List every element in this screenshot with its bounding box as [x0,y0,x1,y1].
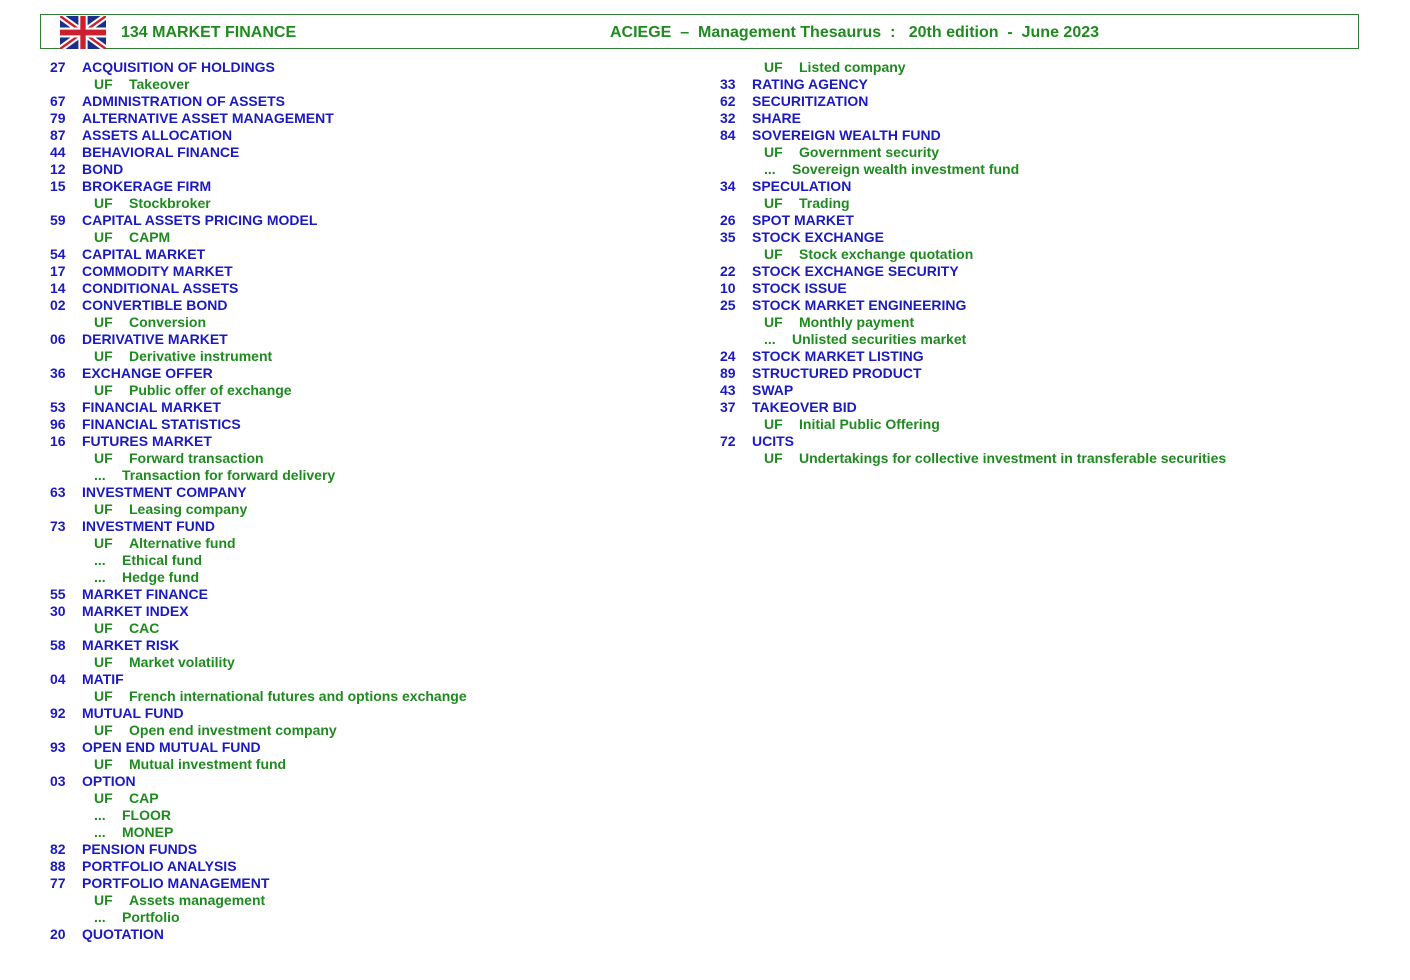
used-for-marker: UF [764,195,783,211]
used-for-marker: UF [94,535,113,551]
thesaurus-term-row [50,875,467,892]
non-preferred-term: CAC [129,620,160,636]
thesaurus-term-row [50,331,467,348]
term-label: SPOT MARKET [752,212,854,228]
non-preferred-term: CAPM [129,229,171,245]
used-for-marker: UF [94,195,113,211]
used-for-marker: UF [94,620,113,636]
term-label: CONDITIONAL ASSETS [82,280,239,296]
used-for-marker: UF [94,790,113,806]
used-for-row [720,144,1226,161]
term-label: QUOTATION [82,926,164,942]
term-label: BOND [82,161,124,177]
thesaurus-term-row [50,399,467,416]
term-code: 67 [50,93,66,109]
non-preferred-term: Trading [799,195,850,211]
term-code: 12 [50,161,66,177]
term-label: BROKERAGE FIRM [82,178,212,194]
used-for-marker: UF [94,501,113,517]
non-preferred-term: Stock exchange quotation [799,246,974,262]
term-code: 34 [720,178,736,194]
continuation-marker: ... [764,331,776,347]
non-preferred-term: Stockbroker [129,195,211,211]
term-code: 33 [720,76,736,92]
term-label: SECURITIZATION [752,93,869,109]
used-for-marker: UF [764,246,783,262]
term-label: MUTUAL FUND [82,705,184,721]
used-for-marker: UF [94,892,113,908]
term-label: ADMINISTRATION OF ASSETS [82,93,285,109]
term-label: INVESTMENT FUND [82,518,215,534]
used-for-row [50,620,467,637]
used-for-row [720,59,1226,76]
thesaurus-term-row [50,484,467,501]
term-label: MARKET FINANCE [82,586,208,602]
thesaurus-term-row [50,671,467,688]
term-code: 53 [50,399,66,415]
term-code: 73 [50,518,66,534]
used-for-row [50,76,467,93]
continuation-marker: ... [94,807,106,823]
used-for-row [720,246,1226,263]
used-for-row [720,416,1226,433]
uk-flag-icon [60,16,106,49]
non-preferred-term: Undertakings for collective investment in transferable securities [799,450,1227,466]
used-for-row [50,535,467,552]
term-code: 15 [50,178,66,194]
used-for-marker: UF [94,382,113,398]
thesaurus-term-row [720,178,1226,195]
thesaurus-term-row [50,926,467,943]
non-preferred-term: Derivative instrument [129,348,273,364]
non-preferred-term: Transaction for forward delivery [122,467,336,483]
term-label: STOCK EXCHANGE [752,229,884,245]
term-label: EXCHANGE OFFER [82,365,213,381]
term-code: 93 [50,739,66,755]
term-label: CAPITAL ASSETS PRICING MODEL [82,212,318,228]
thesaurus-term-row [50,144,467,161]
term-code: 84 [720,127,736,143]
term-code: 14 [50,280,66,296]
term-label: FINANCIAL STATISTICS [82,416,241,432]
continuation-row [50,909,467,926]
term-code: 54 [50,246,66,262]
used-for-row [720,314,1226,331]
continuation-row [50,467,467,484]
used-for-row [50,314,467,331]
thesaurus-term-row [50,93,467,110]
term-code: 89 [720,365,736,381]
non-preferred-term: Listed company [799,59,906,75]
term-label: INVESTMENT COMPANY [82,484,247,500]
term-label: CAPITAL MARKET [82,246,206,262]
thesaurus-term-row [50,518,467,535]
continuation-row [50,807,467,824]
continuation-row [720,331,1226,348]
used-for-marker: UF [764,314,783,330]
non-preferred-term: Takeover [129,76,190,92]
term-label: RATING AGENCY [752,76,868,92]
non-preferred-term: Government security [799,144,940,160]
term-label: PORTFOLIO ANALYSIS [82,858,237,874]
term-label: STOCK ISSUE [752,280,847,296]
continuation-marker: ... [94,552,106,568]
term-code: 96 [50,416,66,432]
term-code: 36 [50,365,66,381]
term-code: 30 [50,603,66,619]
thesaurus-term-row [720,348,1226,365]
used-for-row [50,501,467,518]
used-for-marker: UF [94,348,113,364]
used-for-row [50,450,467,467]
thesaurus-term-row [50,705,467,722]
used-for-row [50,229,467,246]
term-code: 44 [50,144,66,160]
term-label: ALTERNATIVE ASSET MANAGEMENT [82,110,334,126]
thesaurus-term-row [720,365,1226,382]
non-preferred-term: Forward transaction [129,450,264,466]
term-label: MATIF [82,671,124,687]
used-for-marker: UF [94,722,113,738]
term-label: SWAP [752,382,794,398]
thesaurus-term-row [50,110,467,127]
term-label: BEHAVIORAL FINANCE [82,144,240,160]
term-label: DERIVATIVE MARKET [82,331,228,347]
used-for-marker: UF [94,450,113,466]
term-code: 10 [720,280,736,296]
continuation-row [50,552,467,569]
thesaurus-term-row [50,161,467,178]
thesaurus-term-row [50,433,467,450]
term-code: 03 [50,773,66,789]
used-for-row [50,722,467,739]
term-code: 16 [50,433,66,449]
term-code: 35 [720,229,736,245]
used-for-marker: UF [94,229,113,245]
term-label: CONVERTIBLE BOND [82,297,228,313]
non-preferred-term: Conversion [129,314,207,330]
continuation-marker: ... [764,161,776,177]
thesaurus-term-row [50,297,467,314]
continuation-row [50,569,467,586]
non-preferred-term: Assets management [129,892,266,908]
used-for-marker: UF [764,144,783,160]
thesaurus-term-row [720,93,1226,110]
term-code: 24 [720,348,736,364]
term-label: UCITS [752,433,794,449]
term-code: 59 [50,212,66,228]
term-code: 87 [50,127,66,143]
thesaurus-term-row [50,212,467,229]
continuation-marker: ... [94,467,106,483]
thesaurus-term-row [50,246,467,263]
term-code: 88 [50,858,66,874]
term-code: 82 [50,841,66,857]
used-for-row [50,790,467,807]
thesaurus-term-row [50,603,467,620]
thesaurus-term-row [50,365,467,382]
non-preferred-term: CAP [129,790,159,806]
used-for-marker: UF [764,59,783,75]
term-label: MARKET RISK [82,637,180,653]
term-code: 17 [50,263,66,279]
thesaurus-term-row [50,858,467,875]
thesaurus-term-row [720,127,1226,144]
term-code: 55 [50,586,66,602]
thesaurus-term-row [720,280,1226,297]
page-header [40,14,1359,49]
term-code: 77 [50,875,66,891]
thesaurus-term-row [720,76,1226,93]
non-preferred-term: Hedge fund [122,569,199,585]
thesaurus-term-row [50,841,467,858]
thesaurus-term-row [720,212,1226,229]
term-label: PORTFOLIO MANAGEMENT [82,875,270,891]
right-term-column [720,59,1226,467]
term-code: 02 [50,297,66,313]
thesaurus-term-row [50,773,467,790]
used-for-row [50,654,467,671]
used-for-marker: UF [94,688,113,704]
non-preferred-term: Portfolio [122,909,180,925]
term-label: FUTURES MARKET [82,433,212,449]
non-preferred-term: Mutual investment fund [129,756,287,772]
thesaurus-term-row [720,382,1226,399]
used-for-marker: UF [764,416,783,432]
thesaurus-term-row [50,637,467,654]
non-preferred-term: Alternative fund [129,535,236,551]
term-label: MARKET INDEX [82,603,189,619]
term-label: STRUCTURED PRODUCT [752,365,922,381]
non-preferred-term: Unlisted securities market [792,331,967,347]
thesaurus-term-row [50,416,467,433]
term-label: OPEN END MUTUAL FUND [82,739,261,755]
thesaurus-title: ACIEGE – Management Thesaurus : 20th edition - June 2023 [610,24,1100,41]
used-for-row [720,195,1226,212]
used-for-row [720,450,1226,467]
used-for-row [50,688,467,705]
thesaurus-term-row [720,263,1226,280]
term-code: 06 [50,331,66,347]
term-label: SOVEREIGN WEALTH FUND [752,127,941,143]
used-for-row [50,756,467,773]
term-code: 32 [720,110,736,126]
used-for-marker: UF [94,76,113,92]
term-label: SHARE [752,110,802,126]
term-label: FINANCIAL MARKET [82,399,221,415]
term-label: SPECULATION [752,178,852,194]
continuation-marker: ... [94,569,106,585]
used-for-row [50,382,467,399]
non-preferred-term: Initial Public Offering [799,416,940,432]
thesaurus-term-row [50,178,467,195]
thesaurus-term-row [50,263,467,280]
used-for-row [50,892,467,909]
non-preferred-term: FLOOR [122,807,171,823]
non-preferred-term: Public offer of exchange [129,382,292,398]
term-code: 62 [720,93,736,109]
term-label: TAKEOVER BID [752,399,857,415]
continuation-marker: ... [94,824,106,840]
term-code: 04 [50,671,66,687]
term-label: STOCK MARKET ENGINEERING [752,297,967,313]
term-code: 27 [50,59,66,75]
term-code: 79 [50,110,66,126]
term-label: OPTION [82,773,136,789]
used-for-row [50,195,467,212]
non-preferred-term: MONEP [122,824,174,840]
used-for-marker: UF [764,450,783,466]
continuation-row [50,824,467,841]
non-preferred-term: Sovereign wealth investment fund [792,161,1020,177]
term-code: 25 [720,297,736,313]
thesaurus-term-row [50,127,467,144]
used-for-marker: UF [94,314,113,330]
thesaurus-term-row [50,739,467,756]
continuation-row [720,161,1226,178]
thesaurus-term-row [720,297,1226,314]
term-label: ASSETS ALLOCATION [82,127,233,143]
term-code: 20 [50,926,66,942]
used-for-row [50,348,467,365]
term-code: 26 [720,212,736,228]
non-preferred-term: French international futures and options exchange [129,688,467,704]
non-preferred-term: Monthly payment [799,314,915,330]
thesaurus-term-row [720,399,1226,416]
left-term-column [50,59,467,943]
term-label: STOCK EXCHANGE SECURITY [752,263,959,279]
non-preferred-term: Ethical fund [122,552,203,568]
term-label: PENSION FUNDS [82,841,198,857]
term-label: COMMODITY MARKET [82,263,233,279]
non-preferred-term: Market volatility [129,654,235,670]
thesaurus-term-row [50,586,467,603]
thesaurus-term-row [720,110,1226,127]
section-title: 134 MARKET FINANCE [121,24,297,41]
used-for-marker: UF [94,756,113,772]
term-code: 58 [50,637,66,653]
term-code: 63 [50,484,66,500]
non-preferred-term: Open end investment company [129,722,337,738]
term-label: STOCK MARKET LISTING [752,348,924,364]
thesaurus-term-row [720,229,1226,246]
term-code: 72 [720,433,736,449]
term-label: ACQUISITION OF HOLDINGS [82,59,275,75]
thesaurus-term-row [720,433,1226,450]
used-for-marker: UF [94,654,113,670]
non-preferred-term: Leasing company [129,501,248,517]
thesaurus-term-row [50,280,467,297]
term-code: 43 [720,382,736,398]
term-code: 22 [720,263,736,279]
term-code: 92 [50,705,66,721]
term-code: 37 [720,399,736,415]
continuation-marker: ... [94,909,106,925]
thesaurus-term-row [50,59,467,76]
